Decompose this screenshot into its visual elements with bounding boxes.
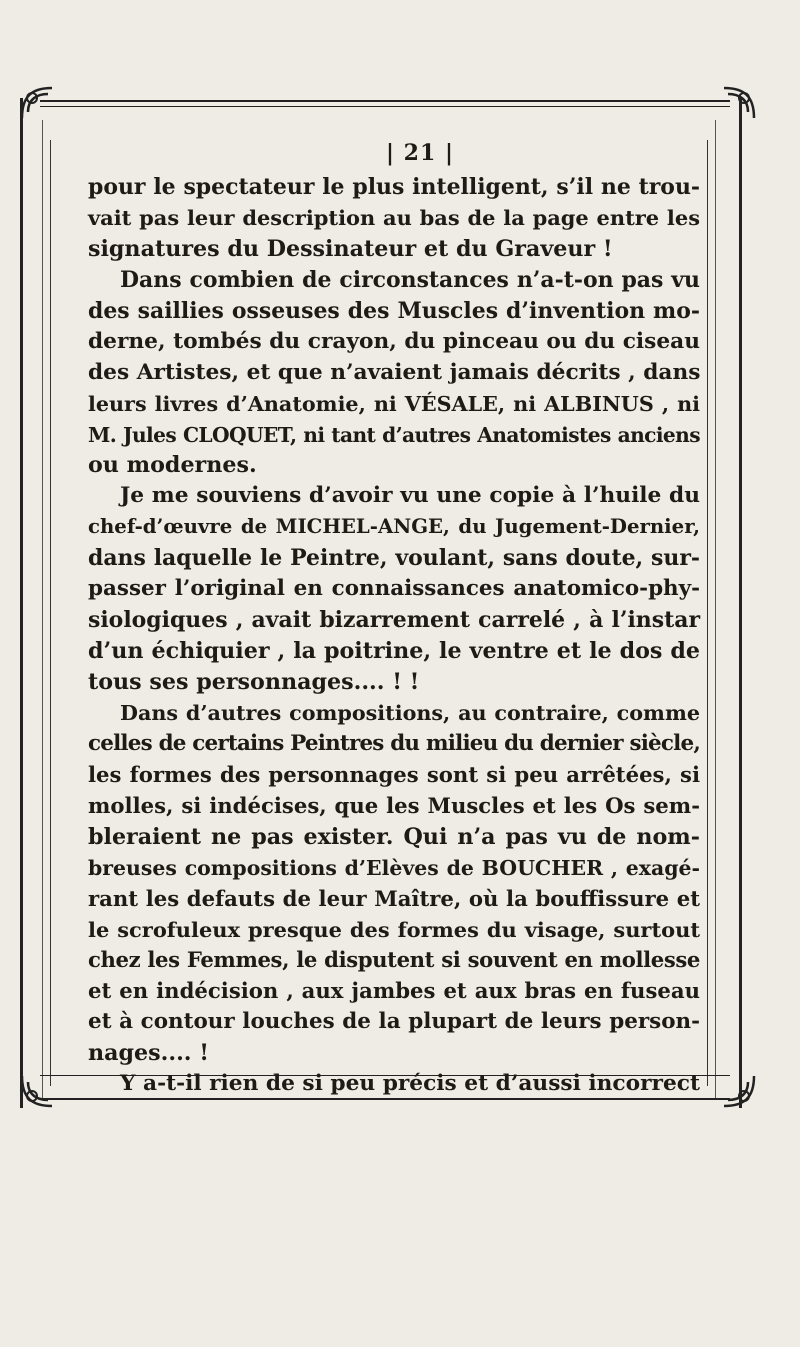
text-line: et en indécision , aux jambes et aux bras en fuseau — [88, 978, 700, 1004]
text-line: d’un échiquier , la poitrine, le ventre et le dos de — [88, 638, 700, 665]
text-line: le scrofuleux presque des formes du visage, surtout — [88, 916, 700, 942]
page-number: | 21 | — [386, 140, 454, 166]
text-line: rant les defauts de leur Maître, où la bouffissure et — [88, 885, 700, 911]
text-line: et à contour louches de la plupart de leurs person- — [88, 1009, 700, 1035]
text-line: dans laquelle le Peintre, voulant, sans doute, sur- — [88, 545, 700, 572]
text-line: celles de certains Peintres du milieu du dernier siècle, — [88, 730, 700, 756]
text-line: M. Jules CLOQUET, ni tant d’autres Anatomistes anciens — [88, 422, 700, 447]
text-line: chef-d’œuvre de MICHEL-ANGE, du Jugement-Dernier, — [88, 515, 700, 539]
text-line: tous ses personnages.... ! ! — [88, 669, 420, 695]
body-text — [88, 172, 700, 1100]
text-line: derne, tombés du crayon, du pinceau ou du ciseau — [88, 328, 700, 354]
text-line: signatures du Dessinateur et du Graveur ! — [88, 235, 613, 262]
corner-ornament-icon — [718, 82, 758, 122]
text-line: bleraient ne pas exister. Qui n’a pas vu de nom- — [88, 823, 700, 850]
text-line: molles, si indécises, que les Muscles et les Os sem- — [88, 792, 700, 818]
corner-ornament-icon — [18, 1072, 58, 1112]
top-rule-outer — [40, 100, 730, 102]
text-line: siologiques , avait bizarrement carrelé , à l’instar — [88, 607, 700, 634]
text-line: pour le spectateur le plus intelligent, s’il ne trou- — [88, 174, 700, 200]
text-line: ou modernes. — [88, 452, 257, 479]
text-line: passer l’original en connaissances anatomico-phy- — [88, 576, 700, 602]
text-line: vait pas leur description au bas de la page entre les — [88, 204, 700, 230]
text-line: Dans d’autres compositions, au contraire, comme — [120, 700, 700, 725]
text-line: Je me souviens d’avoir vu une copie à l’huile du — [120, 483, 700, 509]
text-line: nages.... ! — [88, 1040, 209, 1067]
text-line: breuses compositions d’Elèves de BOUCHER , exagé- — [88, 855, 700, 880]
text-line: des Artistes, et que n’avaient jamais décrits , dans — [88, 359, 701, 385]
text-line: Y a-t-il rien de si peu précis et d’aussi incorrect — [120, 1071, 700, 1097]
text-line: leurs livres d’Anatomie, ni VÉSALE, ni ALBINUS , ni — [88, 391, 700, 416]
text-line: les formes des personnages sont si peu arrêtées, si — [88, 761, 700, 787]
text-line: des saillies osseuses des Muscles d’invention mo- — [88, 297, 700, 324]
corner-ornament-icon — [18, 82, 58, 122]
corner-ornament-icon — [718, 1072, 758, 1112]
top-rule-inner — [40, 106, 730, 107]
text-line: Dans combien de circonstances n’a-t-on pas vu — [120, 266, 700, 293]
text-line: chez les Femmes, le disputent si souvent en mollesse — [88, 947, 700, 973]
